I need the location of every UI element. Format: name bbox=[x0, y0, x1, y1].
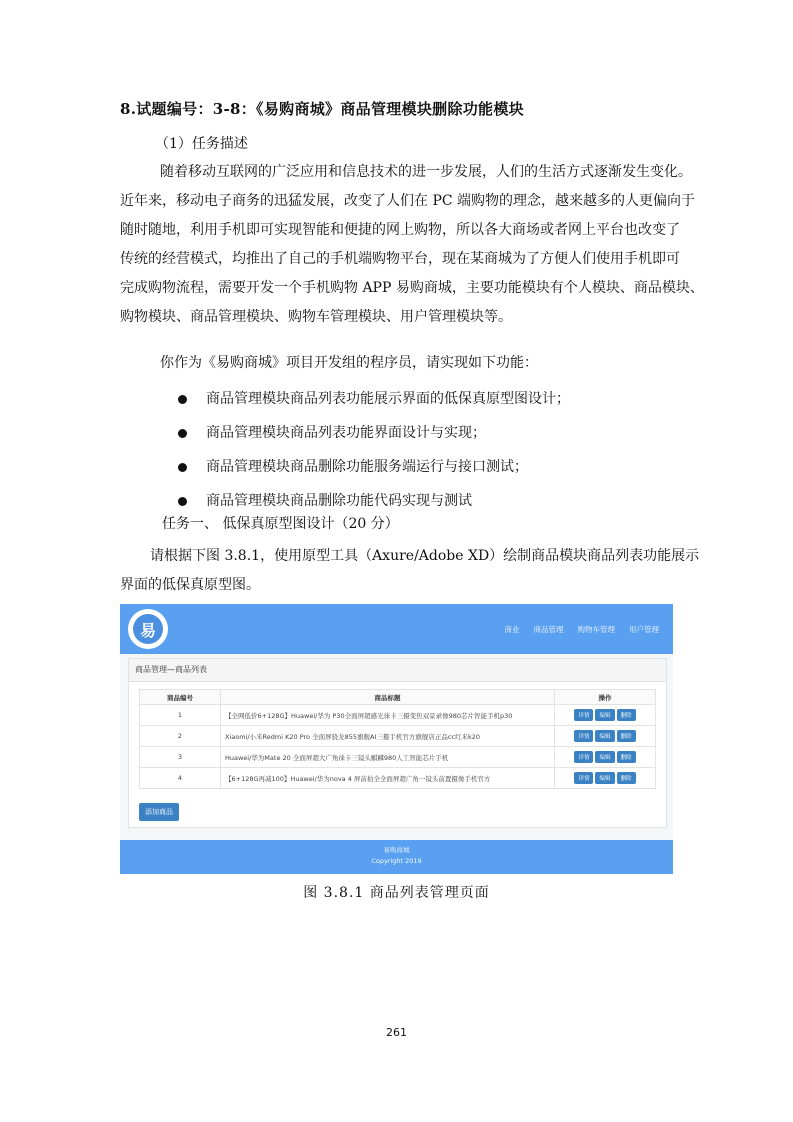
logo-mark: 易 bbox=[133, 614, 163, 644]
table-row bbox=[140, 726, 656, 747]
task-description bbox=[120, 158, 704, 332]
bullet-icon bbox=[178, 395, 187, 404]
logo[interactable] bbox=[128, 609, 168, 649]
edit-button[interactable]: 编辑 bbox=[595, 772, 614, 784]
list-item bbox=[178, 382, 570, 416]
list-item-text: 商品管理模块商品删除功能代码实现与测试 bbox=[206, 493, 472, 509]
edit-button[interactable]: 编辑 bbox=[595, 751, 614, 763]
detail-button[interactable]: 详情 bbox=[574, 730, 593, 742]
edit-button[interactable]: 编辑 bbox=[595, 709, 614, 721]
product-id: 3 bbox=[140, 747, 221, 768]
site-footer bbox=[120, 840, 673, 874]
description-line: 传统的经营模式，均推出了自己的手机端购物平台，现在某商城为了方便人们使用手机即可 bbox=[120, 251, 680, 267]
section-title: （1）任务描述 bbox=[155, 136, 248, 152]
description-line: 购物模块、商品管理模块、购物车管理模块、用户管理模块等。 bbox=[120, 309, 512, 325]
description-line: 完成购物流程，需要开发一个手机购物 APP 易购商城，主要功能模块有个人模块、商品模块、 bbox=[120, 280, 704, 296]
question-heading: 8.试题编号：3-8：《易购商城》商品管理模块删除功能模块 bbox=[120, 100, 524, 118]
requirement-list bbox=[178, 382, 570, 518]
bullet-icon bbox=[178, 463, 187, 472]
footer-copyright: Copyright 2019 bbox=[371, 857, 422, 865]
requirement-line: 界面的低保真原型图。 bbox=[120, 577, 260, 593]
product-id: 4 bbox=[140, 768, 221, 789]
edit-button[interactable]: 编辑 bbox=[595, 730, 614, 742]
task-title: 任务一、 低保真原型图设计（20 分） bbox=[162, 516, 399, 532]
list-item-text: 商品管理模块商品列表功能展示界面的低保真原型图设计； bbox=[206, 391, 570, 407]
table-header-row bbox=[140, 690, 656, 705]
product-title: 【全网低价6+128G】Huawei/华为 P30全面屏超感光徕卡三摄变焦双景录像980芯片智能手机p30 bbox=[221, 705, 555, 726]
product-title: Xiaomi/小米Redmi K20 Pro 全面屏骁龙855旗舰AI三摄手机官方旗舰店正品cc红米k20 bbox=[221, 726, 555, 747]
row-actions bbox=[555, 705, 656, 726]
top-navbar bbox=[120, 604, 673, 654]
delete-button[interactable]: 删除 bbox=[617, 709, 636, 721]
page-number: 261 bbox=[386, 1026, 407, 1039]
product-id: 1 bbox=[140, 705, 221, 726]
delete-button[interactable]: 删除 bbox=[617, 772, 636, 784]
table-row bbox=[140, 768, 656, 789]
detail-button[interactable]: 详情 bbox=[574, 772, 593, 784]
nav-link-product-management[interactable]: 商品管理 bbox=[533, 625, 564, 634]
nav-link-home[interactable]: 商业 bbox=[504, 625, 520, 634]
footer-brand: 易购商城 bbox=[383, 846, 410, 854]
product-id: 2 bbox=[140, 726, 221, 747]
product-list-screenshot bbox=[120, 604, 673, 874]
description-line: 近年来，移动电子商务的迅猛发展，改变了人们在 PC 端购物的理念，越来越多的人更偏向于 bbox=[120, 193, 696, 209]
row-actions bbox=[555, 768, 656, 789]
add-product-button[interactable]: 添加商品 bbox=[139, 803, 179, 821]
list-item bbox=[178, 416, 570, 450]
list-item-text: 商品管理模块商品删除功能服务端运行与接口测试； bbox=[206, 459, 528, 475]
delete-button[interactable]: 删除 bbox=[617, 751, 636, 763]
figure-caption: 图 3.8.1 商品列表管理页面 bbox=[303, 885, 490, 901]
description-line: 随时随地，利用手机即可实现智能和便捷的网上购物，所以各大商场或者网上平台也改变了 bbox=[120, 222, 680, 238]
table-row bbox=[140, 747, 656, 768]
bullet-icon bbox=[178, 429, 187, 438]
column-header-actions: 操作 bbox=[555, 690, 656, 705]
nav-link-user-management[interactable]: 用户管理 bbox=[629, 625, 659, 634]
product-table bbox=[139, 689, 656, 789]
panel-title: 商品管理—商品列表 bbox=[129, 659, 666, 682]
product-title: Huawei/华为Mate 20 全面屏超大广角徕卡三镜头麒麟980人工智能芯片手机 bbox=[221, 747, 555, 768]
list-item bbox=[178, 450, 570, 484]
column-header-title: 商品标题 bbox=[221, 690, 555, 705]
detail-button[interactable]: 详情 bbox=[574, 709, 593, 721]
bullet-icon bbox=[178, 497, 187, 506]
detail-button[interactable]: 详情 bbox=[574, 751, 593, 763]
row-actions bbox=[555, 747, 656, 768]
nav-link-cart-management[interactable]: 购物车管理 bbox=[577, 625, 615, 634]
requirement-line: 请根据下图 3.8.1，使用原型工具（Axure/Adobe XD）绘制商品模块商品列表功能展示 bbox=[150, 548, 700, 564]
nav-links bbox=[505, 624, 660, 635]
row-actions bbox=[555, 726, 656, 747]
role-statement: 你作为《易购商城》项目开发组的程序员，请实现如下功能： bbox=[160, 355, 538, 371]
table-row bbox=[140, 705, 656, 726]
column-header-id: 商品编号 bbox=[140, 690, 221, 705]
description-line: 随着移动互联网的广泛应用和信息技术的进一步发展，人们的生活方式逐渐发生变化。 bbox=[160, 164, 692, 180]
product-list-panel bbox=[128, 658, 667, 828]
product-title: 【6+128G再减100】Huawei/华为nova 4 屏前拍全全面屏超广角一镜头前置摄像手机官方 bbox=[221, 768, 555, 789]
list-item-text: 商品管理模块商品列表功能界面设计与实现； bbox=[206, 425, 486, 441]
delete-button[interactable]: 删除 bbox=[617, 730, 636, 742]
task-requirement bbox=[120, 542, 700, 600]
